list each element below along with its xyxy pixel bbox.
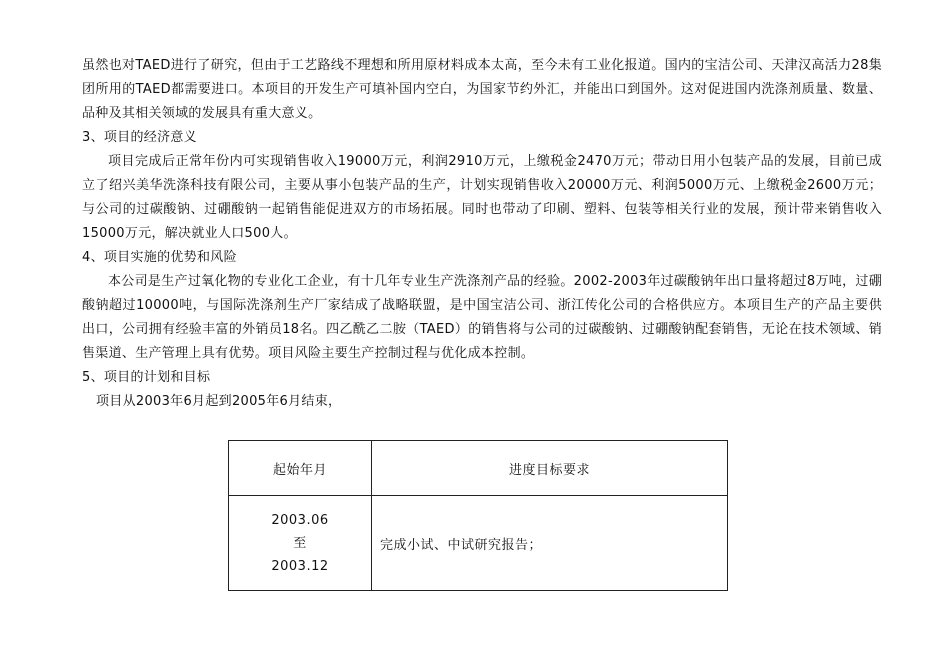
goal-cell: 完成小试、中试研究报告； — [372, 496, 728, 591]
date-range-cell — [229, 496, 372, 591]
plan-period-text: 项目从2003年6月起到2005年6月结束， — [96, 394, 342, 409]
intro-paragraph: 虽然也对TAED进行了研究，但由于工艺路线不理想和所用原材料成本太高，至今未有工业化报道。国内的宝洁公司、天津汉高活力28集团所用的TAED都需要进口。本项目的开发生产可填补国内空白，为国家节约外汇，并能出口到国外。这对促进国内洗涤剂质量、数量、品种及其相关领域的发展具有重大意义。 — [82, 58, 882, 121]
header-goal: 进度目标要求 — [372, 441, 728, 496]
economic-paragraph: 项目完成后正常年份内可实现销售收入19000万元，利润2910万元，上缴税金2470万元；带动日用小包装产品的发展，目前已成立了绍兴美华洗涤科技有限公司，主要从事小包装产品的生产，计划实现销售收入20000万元、利润5000万元、上缴税金2600万元；与公司的过碳酸钠、过硼酸钠一起销售能促进双方的市场拓展。同时也带动了印刷、塑料、包装等相关行业的发展，预计带来销售收入15000万元，解决就业人口500人。 — [82, 154, 882, 241]
body-text — [82, 54, 882, 414]
advantage-paragraph: 本公司是生产过氧化物的专业化工企业，有十几年专业生产洗涤剂产品的经验。2002-2003年过碳酸钠年出口量将超过8万吨，过硼酸钠超过10000吨，与国际洗涤剂生产厂家结成了战略联盟，是中国宝洁公司、浙江传化公司的合格供应方。本项目生产的产品主要供出口，公司拥有经验丰富的外销员18名。四乙酰乙二胺（TAED）的销售将与公司的过碳酸钠、过硼酸钠配套销售，无论在技术领域、销售渠道、生产管理上具有优势。项目风险主要生产控制过程与优化成本控制。 — [82, 274, 882, 361]
table-row — [229, 496, 728, 591]
start-date: 2003.06 — [271, 512, 329, 528]
end-date: 2003.12 — [271, 558, 329, 574]
section-heading-advantage: 4、项目实施的优势和风险 — [82, 250, 237, 265]
table-header-row — [229, 441, 728, 496]
section-heading-plan: 5、项目的计划和目标 — [82, 370, 211, 385]
section-heading-economic: 3、项目的经济意义 — [82, 130, 197, 145]
date-separator: 至 — [293, 535, 307, 551]
header-start-date: 起始年月 — [229, 441, 372, 496]
schedule-table — [228, 440, 728, 591]
